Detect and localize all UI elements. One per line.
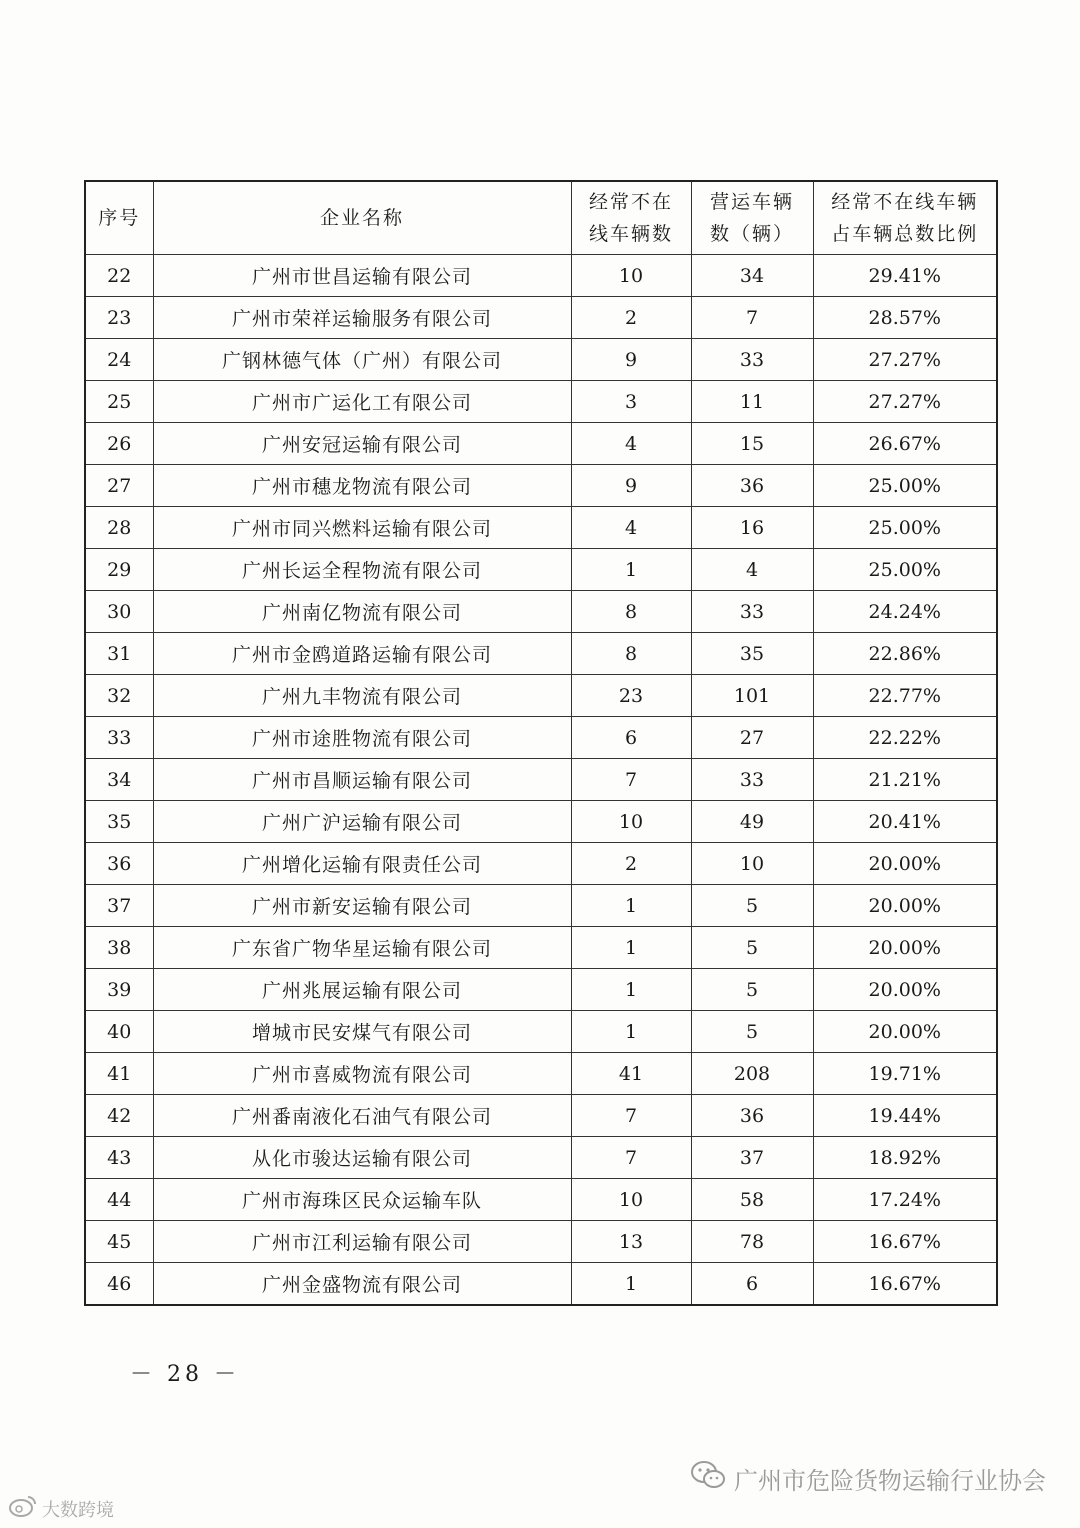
table-row xyxy=(85,927,997,969)
cell-company-name: 从化市骏达运输有限公司 xyxy=(153,1137,571,1179)
header-offline-line2: 线车辆数 xyxy=(588,223,673,245)
cell-company-name: 广州市世昌运输有限公司 xyxy=(153,255,571,297)
wechat-icon xyxy=(690,1460,726,1496)
cell-seq: 42 xyxy=(85,1095,153,1137)
cell-offline-ratio: 24.24% xyxy=(813,591,997,633)
cell-offline-count: 7 xyxy=(571,1137,691,1179)
cell-seq: 30 xyxy=(85,591,153,633)
cell-offline-ratio: 22.22% xyxy=(813,717,997,759)
cell-company-name: 广州市荣祥运输服务有限公司 xyxy=(153,297,571,339)
table-row xyxy=(85,1137,997,1179)
cell-company-name: 广州广沪运输有限公司 xyxy=(153,801,571,843)
cell-offline-count: 1 xyxy=(571,927,691,969)
cell-seq: 23 xyxy=(85,297,153,339)
table-body xyxy=(85,255,997,1306)
cell-total-vehicles: 36 xyxy=(691,1095,813,1137)
header-ratio-line1: 经常不在线车辆 xyxy=(831,191,979,213)
cell-offline-count: 7 xyxy=(571,1095,691,1137)
cell-offline-count: 1 xyxy=(571,1263,691,1306)
cell-total-vehicles: 208 xyxy=(691,1053,813,1095)
table-row xyxy=(85,255,997,297)
cell-company-name: 广州市昌顺运输有限公司 xyxy=(153,759,571,801)
cell-total-vehicles: 10 xyxy=(691,843,813,885)
cell-company-name: 广州番南液化石油气有限公司 xyxy=(153,1095,571,1137)
cell-seq: 35 xyxy=(85,801,153,843)
cell-offline-count: 4 xyxy=(571,423,691,465)
cell-total-vehicles: 49 xyxy=(691,801,813,843)
cell-total-vehicles: 5 xyxy=(691,1011,813,1053)
cell-offline-count: 8 xyxy=(571,633,691,675)
cell-offline-ratio: 16.67% xyxy=(813,1263,997,1306)
cell-offline-ratio: 22.86% xyxy=(813,633,997,675)
cell-offline-ratio: 20.00% xyxy=(813,885,997,927)
cell-seq: 31 xyxy=(85,633,153,675)
cell-offline-ratio: 25.00% xyxy=(813,507,997,549)
cell-company-name: 广州市穗龙物流有限公司 xyxy=(153,465,571,507)
cell-offline-ratio: 19.71% xyxy=(813,1053,997,1095)
cell-seq: 39 xyxy=(85,969,153,1011)
table-row xyxy=(85,675,997,717)
cell-offline-count: 6 xyxy=(571,717,691,759)
cell-seq: 45 xyxy=(85,1221,153,1263)
cell-company-name: 增城市民安煤气有限公司 xyxy=(153,1011,571,1053)
cell-total-vehicles: 7 xyxy=(691,297,813,339)
cell-seq: 24 xyxy=(85,339,153,381)
cell-total-vehicles: 33 xyxy=(691,339,813,381)
table-row xyxy=(85,717,997,759)
cell-offline-count: 8 xyxy=(571,591,691,633)
cell-seq: 34 xyxy=(85,759,153,801)
cell-offline-ratio: 20.00% xyxy=(813,969,997,1011)
cell-offline-count: 9 xyxy=(571,465,691,507)
cell-seq: 40 xyxy=(85,1011,153,1053)
cell-total-vehicles: 37 xyxy=(691,1137,813,1179)
cell-company-name: 广州兆展运输有限公司 xyxy=(153,969,571,1011)
table-header-row xyxy=(85,181,997,255)
cell-offline-count: 9 xyxy=(571,339,691,381)
cell-total-vehicles: 78 xyxy=(691,1221,813,1263)
cell-seq: 37 xyxy=(85,885,153,927)
account-watermark-text: 广州市危险货物运输行业协会 xyxy=(734,1466,1046,1495)
header-offline-count xyxy=(571,181,691,255)
cell-seq: 46 xyxy=(85,1263,153,1306)
table-row xyxy=(85,1179,997,1221)
cell-offline-count: 2 xyxy=(571,297,691,339)
cell-offline-count: 1 xyxy=(571,969,691,1011)
vehicle-offline-table xyxy=(84,180,998,1306)
cell-total-vehicles: 36 xyxy=(691,465,813,507)
cell-company-name: 广州市江利运输有限公司 xyxy=(153,1221,571,1263)
table-row xyxy=(85,507,997,549)
cell-company-name: 广州市途胜物流有限公司 xyxy=(153,717,571,759)
cell-offline-count: 10 xyxy=(571,1179,691,1221)
table-row xyxy=(85,1053,997,1095)
cell-seq: 25 xyxy=(85,381,153,423)
header-total-line1: 营运车辆 xyxy=(709,191,794,213)
cell-seq: 44 xyxy=(85,1179,153,1221)
cell-total-vehicles: 6 xyxy=(691,1263,813,1306)
cell-company-name: 广钢林德气体（广州）有限公司 xyxy=(153,339,571,381)
header-ratio-line2: 占车辆总数比例 xyxy=(831,223,979,245)
cell-offline-ratio: 18.92% xyxy=(813,1137,997,1179)
cell-offline-ratio: 20.00% xyxy=(813,843,997,885)
cell-total-vehicles: 4 xyxy=(691,549,813,591)
cell-offline-ratio: 21.21% xyxy=(813,759,997,801)
cell-offline-count: 10 xyxy=(571,801,691,843)
cell-company-name: 广州市喜威物流有限公司 xyxy=(153,1053,571,1095)
cell-company-name: 广州金盛物流有限公司 xyxy=(153,1263,571,1306)
table-row xyxy=(85,633,997,675)
table-row xyxy=(85,843,997,885)
cell-total-vehicles: 34 xyxy=(691,255,813,297)
table-row xyxy=(85,1263,997,1306)
cell-offline-ratio: 19.44% xyxy=(813,1095,997,1137)
cell-offline-count: 4 xyxy=(571,507,691,549)
cell-total-vehicles: 16 xyxy=(691,507,813,549)
cell-offline-ratio: 16.67% xyxy=(813,1221,997,1263)
cell-company-name: 广州南亿物流有限公司 xyxy=(153,591,571,633)
table-row xyxy=(85,423,997,465)
table-row xyxy=(85,1011,997,1053)
cell-offline-ratio: 27.27% xyxy=(813,381,997,423)
cell-offline-count: 10 xyxy=(571,255,691,297)
cell-company-name: 广州九丰物流有限公司 xyxy=(153,675,571,717)
cell-seq: 43 xyxy=(85,1137,153,1179)
table-row xyxy=(85,759,997,801)
cell-seq: 41 xyxy=(85,1053,153,1095)
source-watermark xyxy=(8,1494,114,1523)
cell-offline-count: 2 xyxy=(571,843,691,885)
cell-company-name: 广州市金鸥道路运输有限公司 xyxy=(153,633,571,675)
cell-total-vehicles: 33 xyxy=(691,759,813,801)
account-watermark xyxy=(690,1460,1046,1496)
cell-seq: 33 xyxy=(85,717,153,759)
cell-seq: 29 xyxy=(85,549,153,591)
table-row xyxy=(85,591,997,633)
table-row xyxy=(85,549,997,591)
page-number: － 28 － xyxy=(130,1362,240,1387)
header-offline-line1: 经常不在 xyxy=(588,191,673,213)
cell-offline-count: 1 xyxy=(571,1011,691,1053)
cell-total-vehicles: 15 xyxy=(691,423,813,465)
table-row xyxy=(85,885,997,927)
cell-company-name: 广州市新安运输有限公司 xyxy=(153,885,571,927)
cell-total-vehicles: 35 xyxy=(691,633,813,675)
table-row xyxy=(85,1221,997,1263)
cell-seq: 22 xyxy=(85,255,153,297)
table-row xyxy=(85,297,997,339)
table-row xyxy=(85,465,997,507)
cell-seq: 28 xyxy=(85,507,153,549)
cell-company-name: 广州长运全程物流有限公司 xyxy=(153,549,571,591)
source-watermark-text: 大数跨境 xyxy=(42,1499,114,1521)
header-offline-ratio xyxy=(813,181,997,255)
cell-total-vehicles: 11 xyxy=(691,381,813,423)
cell-seq: 38 xyxy=(85,927,153,969)
cell-offline-ratio: 20.00% xyxy=(813,1011,997,1053)
table-row xyxy=(85,339,997,381)
cell-seq: 32 xyxy=(85,675,153,717)
cell-total-vehicles: 33 xyxy=(691,591,813,633)
cell-offline-ratio: 20.00% xyxy=(813,927,997,969)
cell-company-name: 广州市海珠区民众运输车队 xyxy=(153,1179,571,1221)
cell-seq: 36 xyxy=(85,843,153,885)
header-total-vehicles xyxy=(691,181,813,255)
cell-total-vehicles: 5 xyxy=(691,885,813,927)
cell-offline-count: 3 xyxy=(571,381,691,423)
cell-offline-count: 7 xyxy=(571,759,691,801)
cell-offline-ratio: 25.00% xyxy=(813,465,997,507)
cell-total-vehicles: 27 xyxy=(691,717,813,759)
cell-offline-ratio: 29.41% xyxy=(813,255,997,297)
cell-offline-ratio: 20.41% xyxy=(813,801,997,843)
header-company-name: 企业名称 xyxy=(153,181,571,255)
cell-offline-ratio: 25.00% xyxy=(813,549,997,591)
table-row xyxy=(85,801,997,843)
header-total-line2: 数（辆） xyxy=(709,223,794,245)
cell-total-vehicles: 58 xyxy=(691,1179,813,1221)
cell-offline-ratio: 28.57% xyxy=(813,297,997,339)
cell-total-vehicles: 101 xyxy=(691,675,813,717)
cell-offline-count: 1 xyxy=(571,885,691,927)
cell-offline-count: 23 xyxy=(571,675,691,717)
cell-offline-count: 13 xyxy=(571,1221,691,1263)
header-seq: 序号 xyxy=(85,181,153,255)
cell-offline-ratio: 22.77% xyxy=(813,675,997,717)
cell-company-name: 广州市同兴燃料运输有限公司 xyxy=(153,507,571,549)
cell-offline-ratio: 27.27% xyxy=(813,339,997,381)
cell-offline-count: 1 xyxy=(571,549,691,591)
table-row xyxy=(85,1095,997,1137)
cell-seq: 26 xyxy=(85,423,153,465)
cell-company-name: 广州安冠运输有限公司 xyxy=(153,423,571,465)
weibo-icon xyxy=(8,1494,38,1523)
cell-offline-ratio: 17.24% xyxy=(813,1179,997,1221)
cell-total-vehicles: 5 xyxy=(691,927,813,969)
cell-offline-ratio: 26.67% xyxy=(813,423,997,465)
table-row xyxy=(85,969,997,1011)
cell-offline-count: 41 xyxy=(571,1053,691,1095)
table-row xyxy=(85,381,997,423)
cell-company-name: 广州市广运化工有限公司 xyxy=(153,381,571,423)
cell-seq: 27 xyxy=(85,465,153,507)
cell-company-name: 广东省广物华星运输有限公司 xyxy=(153,927,571,969)
cell-company-name: 广州增化运输有限责任公司 xyxy=(153,843,571,885)
cell-total-vehicles: 5 xyxy=(691,969,813,1011)
